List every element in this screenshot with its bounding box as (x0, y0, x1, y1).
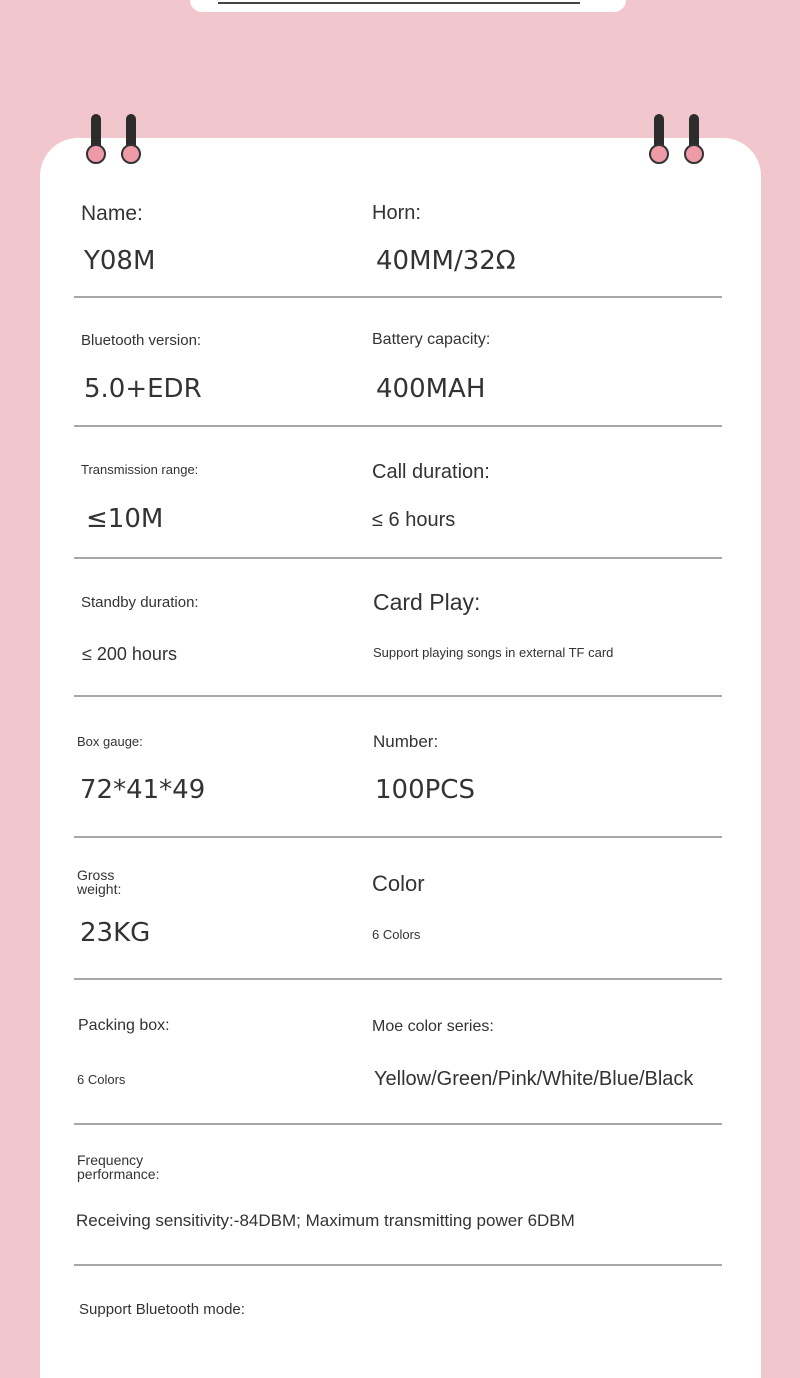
spec-row-box-number (74, 697, 722, 838)
gross-weight-value: 23KG (80, 918, 151, 948)
standby-duration-value: ≤ 200 hours (82, 644, 177, 664)
top-tab (190, 0, 626, 12)
horn-value: 40MM/32Ω (376, 246, 516, 276)
color-value: 6 Colors (372, 927, 421, 942)
battery-capacity-label: Battery capacity: (372, 331, 491, 348)
spec-row-bluetooth-battery (74, 298, 722, 427)
call-duration-label: Call duration: (372, 461, 490, 483)
packing-box-value: 6 Colors (77, 1072, 126, 1087)
number-label: Number: (373, 732, 439, 751)
bluetooth-mode-label: Support Bluetooth mode: (79, 1301, 245, 1318)
name-label: Name: (81, 202, 143, 225)
number-value: 100PCS (375, 775, 475, 805)
top-tab-divider (218, 2, 580, 4)
frequency-label-line1: Frequency (77, 1152, 144, 1168)
moe-color-series-label: Moe color series: (372, 1018, 494, 1035)
box-gauge-value: 72*41*49 (80, 775, 206, 805)
call-duration-value: ≤ 6 hours (372, 509, 456, 531)
bluetooth-version-label: Bluetooth version: (81, 332, 202, 349)
spec-row-frequency (74, 1125, 722, 1266)
name-value: Y08M (84, 246, 156, 276)
spec-row-range-call (74, 427, 722, 559)
spec-row-name-horn (74, 138, 722, 298)
horn-label: Horn: (372, 202, 421, 224)
gross-weight-label-line1: Gross (77, 867, 115, 883)
frequency-value: Receiving sensitivity:-84DBM; Maximum transmitting power 6DBM (76, 1211, 575, 1230)
card-play-label: Card Play: (373, 589, 481, 615)
spec-row-standby-card (74, 559, 722, 697)
bluetooth-version-value: 5.0+EDR (84, 374, 202, 404)
card-play-value: Support playing songs in external TF card (373, 645, 614, 660)
spec-row-weight-color (74, 838, 722, 980)
spec-card (40, 138, 761, 1378)
frequency-label-line2: performance: (77, 1166, 160, 1182)
transmission-range-label: Transmission range: (81, 462, 199, 477)
box-gauge-label: Box gauge: (77, 734, 143, 749)
moe-color-series-value: Yellow/Green/Pink/White/Blue/Black (374, 1068, 694, 1090)
battery-capacity-value: 400MAH (376, 374, 486, 404)
packing-box-label: Packing box: (78, 1017, 170, 1034)
gross-weight-label-line2: weight: (77, 881, 122, 897)
color-label: Color (372, 871, 425, 896)
transmission-range-value: ≤10M (86, 504, 164, 534)
spec-row-packing-series (74, 980, 722, 1125)
standby-duration-label: Standby duration: (81, 594, 199, 611)
spec-row-bluetooth-mode (74, 1266, 722, 1326)
